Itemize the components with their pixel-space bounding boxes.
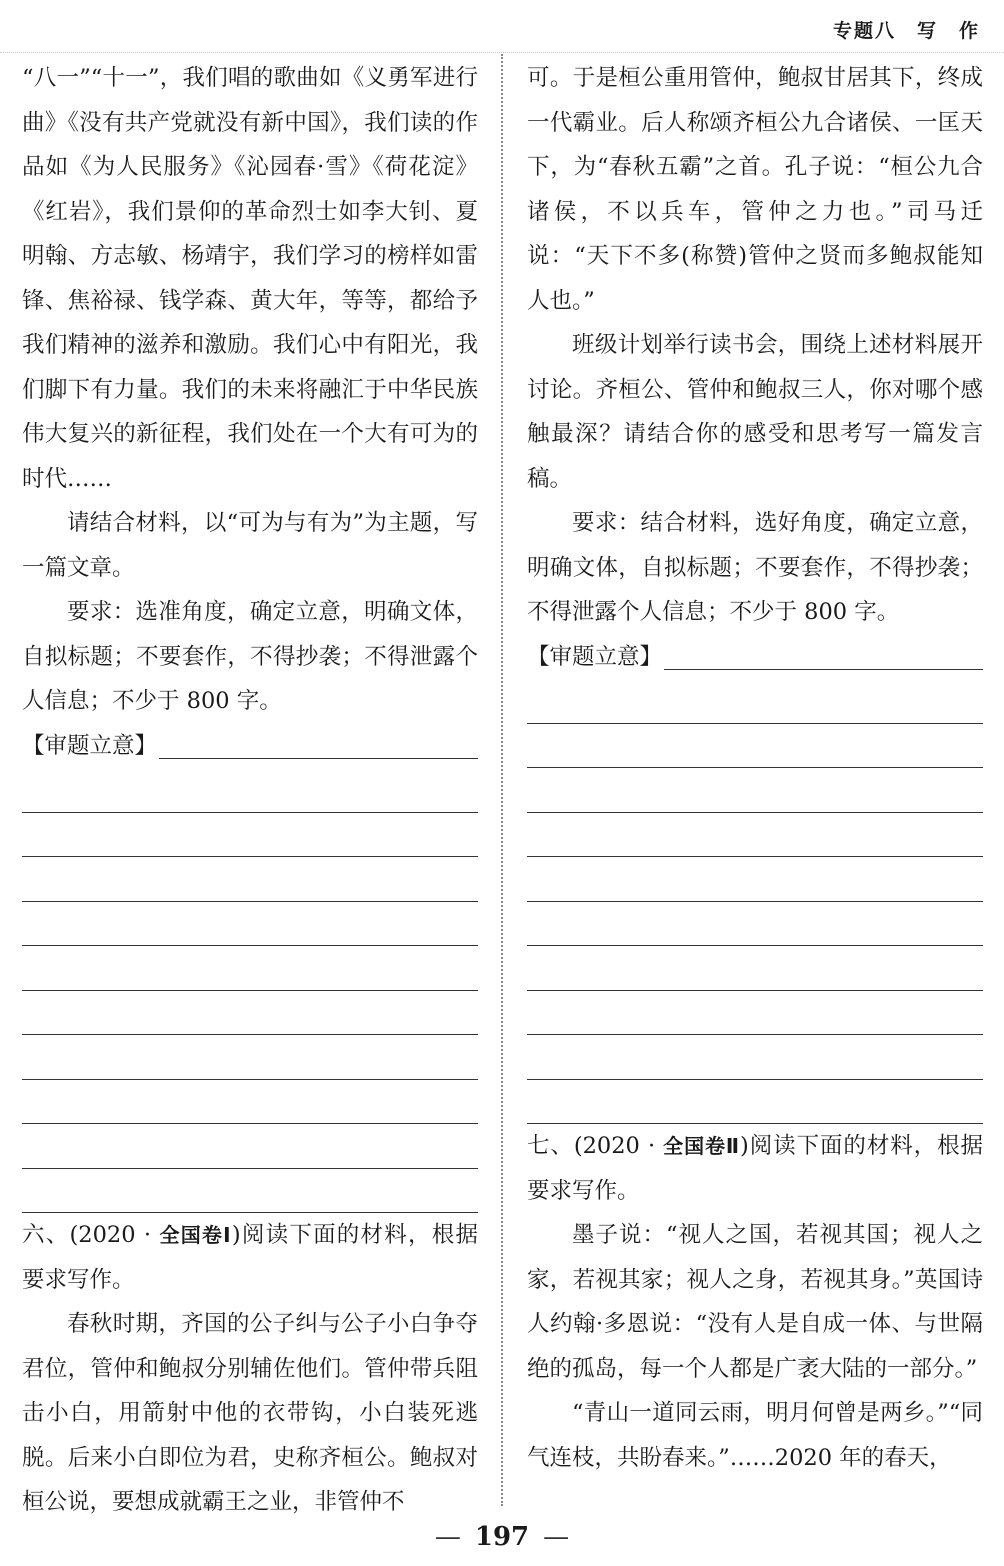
writing-line[interactable] bbox=[22, 768, 478, 813]
writing-line[interactable] bbox=[527, 768, 983, 813]
q6-material-paragraph: 春秋时期，齐国的公子纠与公子小白争夺君位，管仲和鲍叔分别辅佐他们。管仲带兵阻击小白，用箭射中他的衣带钩，小白装死逃脱。后来小白即位为君，史称齐桓公。鲍叔对桓公说，要想成就霸王之业，非管仲不 bbox=[22, 1311, 478, 1515]
writing-line[interactable] bbox=[527, 946, 983, 991]
q6-heading bbox=[22, 1213, 478, 1302]
footer-dash-left: — bbox=[434, 1522, 461, 1552]
writing-line[interactable] bbox=[22, 1124, 478, 1169]
writing-line[interactable] bbox=[527, 724, 983, 769]
q7-instruction: )阅读下面的材料，根据要求写作。 bbox=[527, 1133, 983, 1204]
writing-line[interactable] bbox=[527, 857, 983, 902]
writing-line[interactable] bbox=[22, 946, 478, 991]
writing-line[interactable] bbox=[527, 902, 983, 947]
page-header-title: 专题八 写 作 bbox=[832, 20, 980, 42]
column-divider bbox=[501, 54, 503, 1506]
q7-prefix: 七、(2020 · bbox=[527, 1133, 664, 1159]
q6-instruction: )阅读下面的材料，根据要求写作。 bbox=[22, 1222, 478, 1293]
page-number-footer bbox=[0, 1522, 1004, 1552]
writing-line[interactable] bbox=[22, 1035, 478, 1080]
q6-task: 班级计划举行读书会，围绕上述材料展开讨论。齐桓公、管仲和鲍叔三人，你对哪个感触最深？请结合你的感受和思考写一篇发言稿。 bbox=[527, 332, 983, 492]
right-column bbox=[527, 56, 983, 1480]
q5-writing-lines[interactable] bbox=[22, 768, 478, 1213]
writing-line[interactable] bbox=[22, 813, 478, 858]
page-number: 197 bbox=[474, 1522, 530, 1552]
q5-analysis-blank[interactable] bbox=[159, 758, 478, 759]
writing-line[interactable] bbox=[22, 1080, 478, 1125]
q5-analysis-header bbox=[22, 724, 478, 769]
q7-source: 全国卷Ⅱ bbox=[663, 1134, 741, 1158]
writing-line[interactable] bbox=[527, 813, 983, 858]
writing-line[interactable] bbox=[22, 1169, 478, 1214]
writing-line[interactable] bbox=[527, 1035, 983, 1080]
header-rule bbox=[0, 52, 1004, 53]
q5-requirement: 要求：选准角度，确定立意，明确文体，自拟标题；不要套作，不得抄袭；不得泄露个人信息；不少于 800 字。 bbox=[22, 599, 478, 714]
q7-material-paragraph-1: 墨子说：“视人之国，若视其国；视人之家，若视其家；视人之身，若视其身。”英国诗人约翰·多恩说：“没有人是自成一体、与世隔绝的孤岛，每一个人都是广袤大陆的一部分。” bbox=[527, 1222, 983, 1382]
writing-line[interactable] bbox=[22, 902, 478, 947]
q6-material-continued: 可。于是桓公重用管仲，鲍叔甘居其下，终成一代霸业。后人称颂齐桓公九合诸侯、一匡天下，为“春秋五霸”之首。孔子说：“桓公九合诸侯，不以兵车，管仲之力也。”司马迁说：“天下不多(称赞)管仲之贤而多鲍叔能知人也。” bbox=[527, 65, 983, 314]
q6-requirement: 要求：结合材料，选好角度，确定立意，明确文体，自拟标题；不要套作，不得抄袭；不得泄露个人信息；不少于 800 字。 bbox=[527, 510, 983, 625]
q6-writing-lines[interactable] bbox=[527, 679, 983, 1124]
left-continued-paragraph: “八一”“十一”，我们唱的歌曲如《义勇军进行曲》《没有共产党就没有新中国》，我们读的作品如《为人民服务》《沁园春·雪》《荷花淀》《红岩》，我们景仰的革命烈士如李大钊、夏明翰、方志敏、杨靖宇，我们学习的榜样如雷锋、焦裕禄、钱学森、黄大年，等等，都给予我们精神的滋养和激励。我们心中有阳光，我们脚下有力量。我们的未来将融汇于中华民族伟大复兴的新征程，我们处在一个大有可为的时代…… bbox=[22, 65, 478, 492]
footer-dash-right: — bbox=[543, 1522, 570, 1552]
q6-analysis-header bbox=[527, 635, 983, 680]
q5-analysis-label: 【审题立意】 bbox=[22, 732, 158, 759]
q6-source: 全国卷Ⅰ bbox=[159, 1223, 232, 1247]
q6-analysis-label: 【审题立意】 bbox=[527, 643, 663, 670]
q7-heading bbox=[527, 1124, 983, 1213]
left-column bbox=[22, 56, 478, 1525]
writing-line[interactable] bbox=[22, 991, 478, 1036]
q7-material-paragraph-2: “青山一道同云雨，明月何曾是两乡。”“同气连枝，共盼春来。”……2020 年的春天， bbox=[527, 1400, 983, 1471]
q6-prefix: 六、(2020 · bbox=[22, 1222, 160, 1248]
q6-analysis-blank[interactable] bbox=[664, 669, 983, 670]
writing-line[interactable] bbox=[527, 991, 983, 1036]
writing-line[interactable] bbox=[527, 679, 983, 724]
writing-line[interactable] bbox=[527, 1080, 983, 1125]
q5-task: 请结合材料，以“可为与有为”为主题，写一篇文章。 bbox=[22, 510, 478, 581]
writing-line[interactable] bbox=[22, 857, 478, 902]
